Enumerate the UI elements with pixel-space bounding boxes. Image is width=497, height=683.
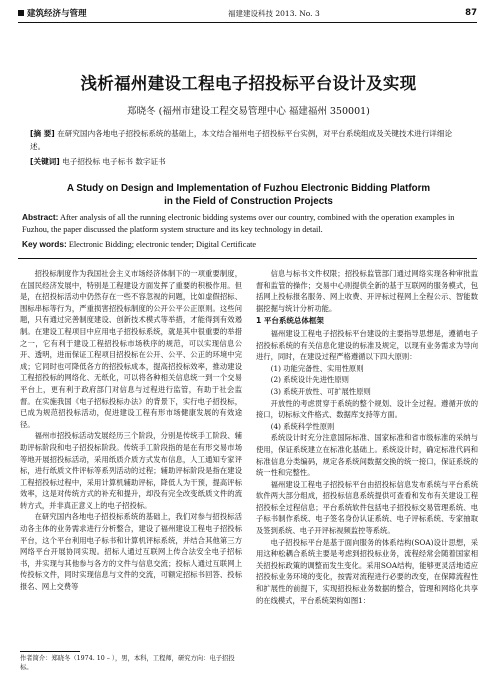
english-title bbox=[0, 182, 497, 208]
english-title-line: in the Field of Construction Projects bbox=[164, 196, 333, 207]
abstract-en-tag: Abstract: bbox=[22, 212, 59, 222]
square-bullet-icon bbox=[18, 10, 24, 16]
journal-issue: 福建建设科技 2013. No. 3 bbox=[228, 8, 320, 18]
body-paragraph: 福州市招投标活动发展经历三个阶段，分别是传统手工阶段、辅助评标阶段和电子招投标阶段。传统手工阶段指的是在有形交易市场等地开展招投标活动，采用纸质介质方式发布信息，人工通知专家评标，进行纸质文件评标等系列活动的过程；辅助评标阶段是指在建设工程招投标过程中，采用计算机辅助评标，降低人为干预，提高评标效率，这是对传统方式的补充和提升，却没有完全改变纸质文件的流转方式，并非真正意义上的电子招投标。 bbox=[20, 431, 242, 510]
keywords-cn bbox=[30, 155, 467, 168]
left-column bbox=[20, 268, 242, 593]
body-paragraph: 开放性的考虑贯穿于系统的整个规划、设计全过程。遵循开放的接口，切标标文件格式、数据库支持等方面。 bbox=[256, 398, 478, 420]
list-item: (1) 功能完备性、实用性原则 bbox=[270, 363, 364, 373]
abstract-en bbox=[22, 212, 475, 235]
body-paragraph: 系统设计时充分注意国际标准、国家标准和省市级标准的采纳与使用，保证系统建立在标准化基础上。系统设计时，确定标准代码和标准信息分类编码，规定各系统间数据交换的统一接口，保证系统的统一性和完整性。 bbox=[256, 433, 478, 478]
body-paragraph: 福州建设工程电子招投标平台建设的主要指导思想是，遵循电子招投标系统的有关信息化建设的标准及规定，以现有业务需求为导向进行，同时，在建设过程严格遵循以下四大原则： bbox=[256, 328, 478, 362]
body-paragraph: 在研究国内各地电子招投标系统的基础上，我们对参与招投标活动各主体的业务需求进行分析整合，建设了福州建设工程电子招投标平台，这个平台利用电子标书和计算机评标系统，并结合其他第三方网络平台开展协同实现。招标人通过互联网上传合法安全电子招标书，并实现与其他参与各方的文件与信息交流；投标人通过互联网上传投标文件，同时实现信息与文件的交流，可额定招标书回答、投标报名、网上交费等 bbox=[20, 512, 242, 592]
list-item: (4) 系统科学性原则 bbox=[270, 421, 335, 431]
abstract-tag: [摘 要] bbox=[30, 129, 55, 138]
running-header bbox=[18, 6, 477, 20]
abstract-rule bbox=[18, 258, 477, 259]
header-rule bbox=[18, 22, 477, 23]
body-paragraph: 福州建设工程电子招投标平台由招投标信息发布系统与平台系统软件两大部分组成，招投标信息系统提供可查看和发布有关建设工程招投标全过程信息；平台系统软件包括电子招投标交易管理系统、电子标书制作系统、电子签名身份认证系统、电子评标系统、专家抽取及签到系统、电子开评标视频监控等系统。 bbox=[256, 479, 478, 536]
abstract-cn bbox=[30, 127, 467, 153]
keywords-tag: [关键词] bbox=[30, 157, 60, 166]
body-paragraph: 电子招投标平台是基于面向服务的体系结构(SOA)设计思想，采用这种松耦合系统主要是考虑到招投标业务，流程经常会随着国家相关招投标政策的调整而发生变化。采用SOA结构，能够更灵活地适应招投标业务环境的变化，按需对流程进行必要的改变，在保障流程性和扩展性的前提下，实现招投标业务数据的整合，管理和网络化共享的在线模式，平台系统架构如图1： bbox=[256, 537, 478, 605]
abstract-text: 在研究国内各地电子招投标系统的基础上，本文结合福州电子招投标平台实例，对平台系统组成及关键技术进行详细论述。 bbox=[30, 129, 453, 151]
list-item: (2) 系统设计先进性原则 bbox=[270, 375, 349, 385]
author-footnote: 作者简介：郑晓冬（1974. 10 – ），男，本科，工程师，研究方向：电子招投标。 bbox=[20, 655, 235, 671]
body-paragraph: 招投标制度作为我国社会主义市场经济体制下的一项重要制度，在国民经济发展中，特别是工程建设方面发挥了重要的积极作用。但是，在招投标活动中仍然存在一些不容忽视的问题，比如虚假招标、围标串标等行为，严重损害招投标制度的公开公平公正原则。这些问题，只有通过完善制度建设、创新技术模式等举措，才能得到有效遏制。在建设工程项目中应用电子招投标系统，就是其中很重要的举措之一，它有利于建设工程招投标市场秩序的规范，可以实现信息公开、透明，进而保证工程项目招投标在公开、公平、公正的环境中完成；它同时也可降低各方的招投标成本，提高招投标效率，推动建设工程招投标的网络化、无纸化，可以将各种相关信息统一到一个交易平台上，更有利于政府部门对信息与过程进行监管，有助于社会监督。在实施我国《电子招标投标办法》的背景下，实行电子招投标，已成为规范招投标活动，促进建设工程有形市场健康发展的有效途径。 bbox=[20, 269, 242, 429]
right-column bbox=[256, 268, 478, 606]
keywords-en-tag: Key words: bbox=[22, 239, 67, 249]
body-paragraph: 信息与标书文件权限；招投标监管部门通过网络实现各种审批监督和监管的操作；交易中心则提供全新的基于互联网的服务模式，包括网上投标报名服务、网上收费、开评标过程网上全程公示、智能数据挖掘与统计分析功能。 bbox=[256, 269, 478, 313]
abstract-en-text: After analysis of all the running electronic bidding systems over our country, combined with the operation examples in Fuzhou, the paper discussed the platform system structure and its key technology in detail. bbox=[22, 213, 455, 234]
paper-title: 浅析福州建设工程电子招投标平台设计及实现 bbox=[80, 74, 417, 93]
keywords-text: 电子招投标 电子标书 数字证书 bbox=[62, 157, 166, 166]
section-label: 建筑经济与管理 bbox=[27, 9, 87, 19]
list-item: (3) 系统开放性、可扩展性原则 bbox=[270, 386, 371, 396]
keywords-en bbox=[22, 239, 475, 251]
english-title-line: A Study on Design and Implementation of Fuzhou Electronic Bidding Platform bbox=[66, 183, 431, 194]
footnote-rule bbox=[20, 651, 80, 652]
page-number: 87 bbox=[465, 8, 477, 18]
author-line: 郑晓冬 (福州市建设工程交易管理中心 福建福州 350001) bbox=[127, 106, 370, 117]
section-heading: 1 平台系统总体框架 bbox=[256, 316, 324, 326]
keywords-en-text: Electronic Bidding; electronic tender; Digital Certificate bbox=[68, 240, 257, 249]
